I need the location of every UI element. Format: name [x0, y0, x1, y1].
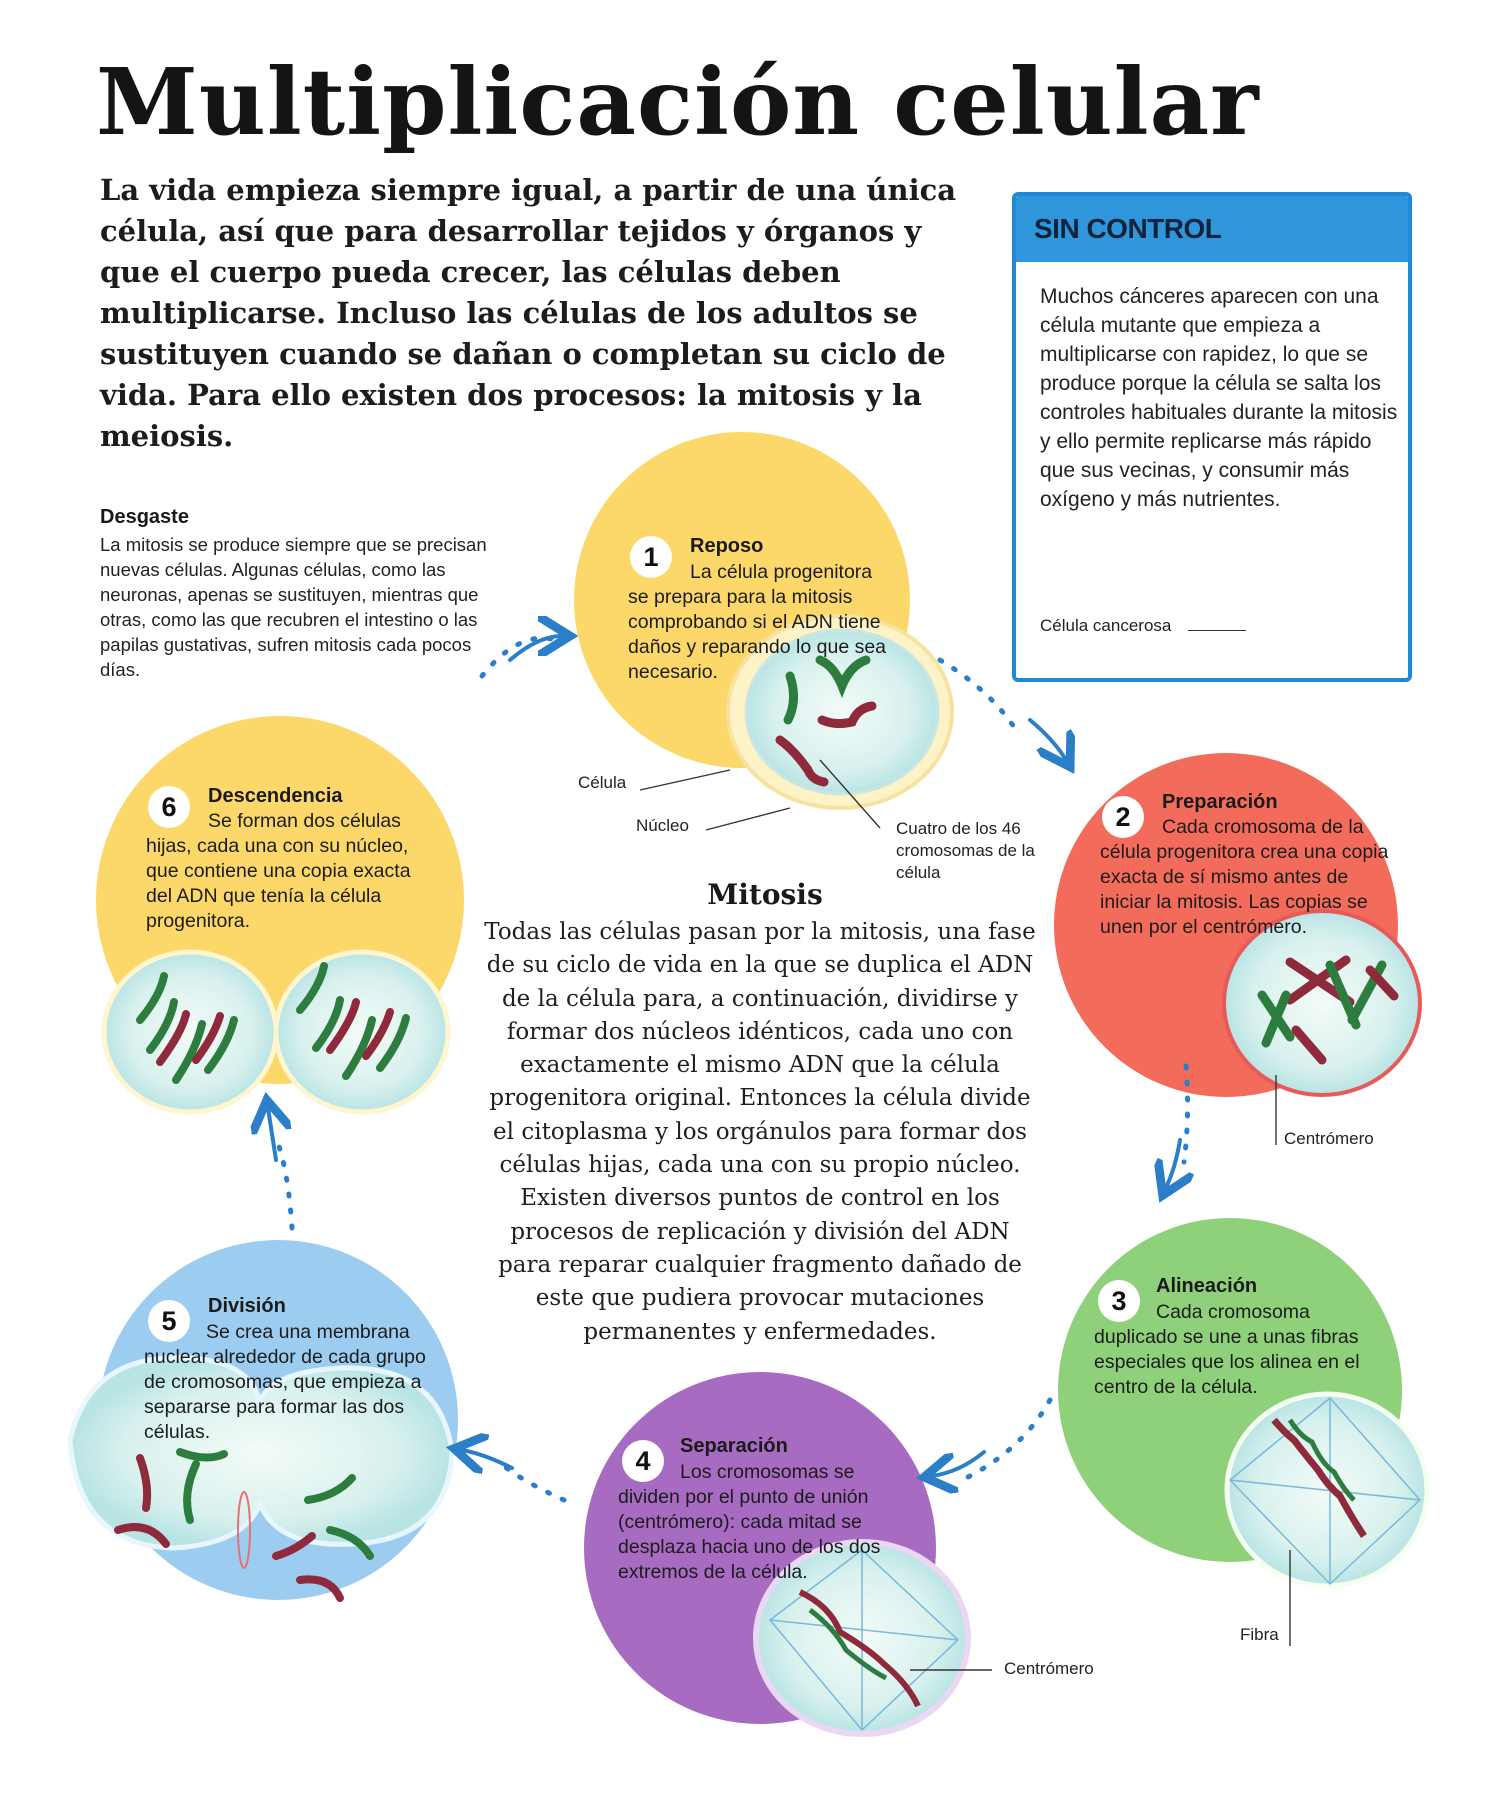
sidebox-text: Muchos cánceres aparecen con una célula mutante que empieza a multiplicarse con rapidez, lo que se produce porque la célula se salta los controles habituales durante la mitosis y ello permite replicarse más rápido que sus vecinas, y consumir más oxígeno y más nutrientes.: [1040, 285, 1398, 511]
sidebox-heading: SIN CONTROL: [1016, 196, 1408, 262]
label-centromere-2: Centrómero: [1284, 1129, 1374, 1148]
wear-text: La mitosis se produce siempre que se precisan nuevas células. Algunas células, como las neuronas, apenas se sustituyen, mientras que otras, como las que recubren el intestino o las papilas gustativas, sufren mitosis cada pocos días.: [100, 534, 487, 680]
step-3-text: Cada cromosoma duplicado se une a unas fibras especiales que los alinea en el centro de la célula.: [1094, 1301, 1360, 1398]
step-1-text: La célula progenitora se prepara para la mitosis comprobando si el ADN tiene daños y reparando lo que sea necesario.: [628, 561, 887, 683]
label-fiber: Fibra: [1240, 1625, 1279, 1644]
step-3-title: Alineación: [1156, 1275, 1258, 1297]
step-1-title: Reposo: [690, 535, 764, 557]
label-chromosomes: Cuatro de los 46 cromosomas de la célula: [896, 819, 1035, 882]
mitosis-title: Mitosis: [707, 878, 823, 911]
step-2-number: 2: [1102, 796, 1144, 838]
step-3-number: 3: [1098, 1280, 1140, 1322]
step-4-number: 4: [622, 1440, 664, 1482]
step-6-title: Descendencia: [208, 785, 343, 807]
step-5-text: Se crea una membrana nuclear alrededor de cada grupo de cromosomas, que empieza a separarse para formar las dos células.: [144, 1321, 426, 1443]
step-4-text: Los cromosomas se dividen por el punto de unión (centrómero): cada mitad se desplaza hacia uno de los dos extremos de la célula.: [618, 1461, 881, 1583]
step-2-title: Preparación: [1162, 791, 1278, 813]
label-centromere-4: Centrómero: [1004, 1659, 1094, 1678]
cancer-cell-leader-line: [1188, 630, 1246, 631]
cancer-cell-label: Célula cancerosa: [1040, 616, 1172, 635]
mitosis-text: Todas las células pasan por la mitosis, una fase de su ciclo de vida en la que se duplica el ADN de la célula para, a continuación, dividirse y formar dos núcleos idénticos, cada uno con exactamente el mismo ADN que la célula progenitora original. Entonces la célula divide el citoplasma y los orgánulos para formar dos células hijas, cada una con su propio núcleo. Existen diversos puntos de control en los procesos de replicación y división del ADN para reparar cualquier fragmento dañado de este que pudiera provocar mutaciones permanentes y enfermedades.: [484, 919, 1036, 1345]
wear-title: Desgaste: [100, 506, 189, 528]
step-5-number: 5: [148, 1300, 190, 1342]
label-cell: Célula: [578, 773, 627, 792]
label-nucleus: Núcleo: [636, 816, 689, 835]
step-6-text: Se forman dos células hijas, cada una con su núcleo, que contiene una copia exacta del ADN que tenía la célula progenitora.: [146, 810, 411, 932]
step-4-title: Separación: [680, 1435, 788, 1457]
step-5-title: División: [208, 1295, 286, 1317]
step-6-number: 6: [148, 786, 190, 828]
sidebox-no-control: [1012, 192, 1412, 682]
step-1-number: 1: [630, 536, 672, 578]
step-2-text: Cada cromosoma de la célula progenitora crea una copia exacta de sí mismo antes de iniciar la mitosis. Las copias se unen por el centrómero.: [1100, 816, 1389, 938]
page-title: Multiplicación celular: [96, 48, 1260, 156]
stage-3-cell: [1227, 1394, 1427, 1586]
intro-paragraph: La vida empieza siempre igual, a partir de una única célula, así que para desarrollar tejidos y órganos y que el cuerpo pueda crecer, las células deben multiplicarse. Incluso las células de los adultos se sustituyen cuando se dañan o completan su ciclo de vida. Para ello existen dos procesos: la mitosis y la meiosis.: [100, 173, 957, 453]
